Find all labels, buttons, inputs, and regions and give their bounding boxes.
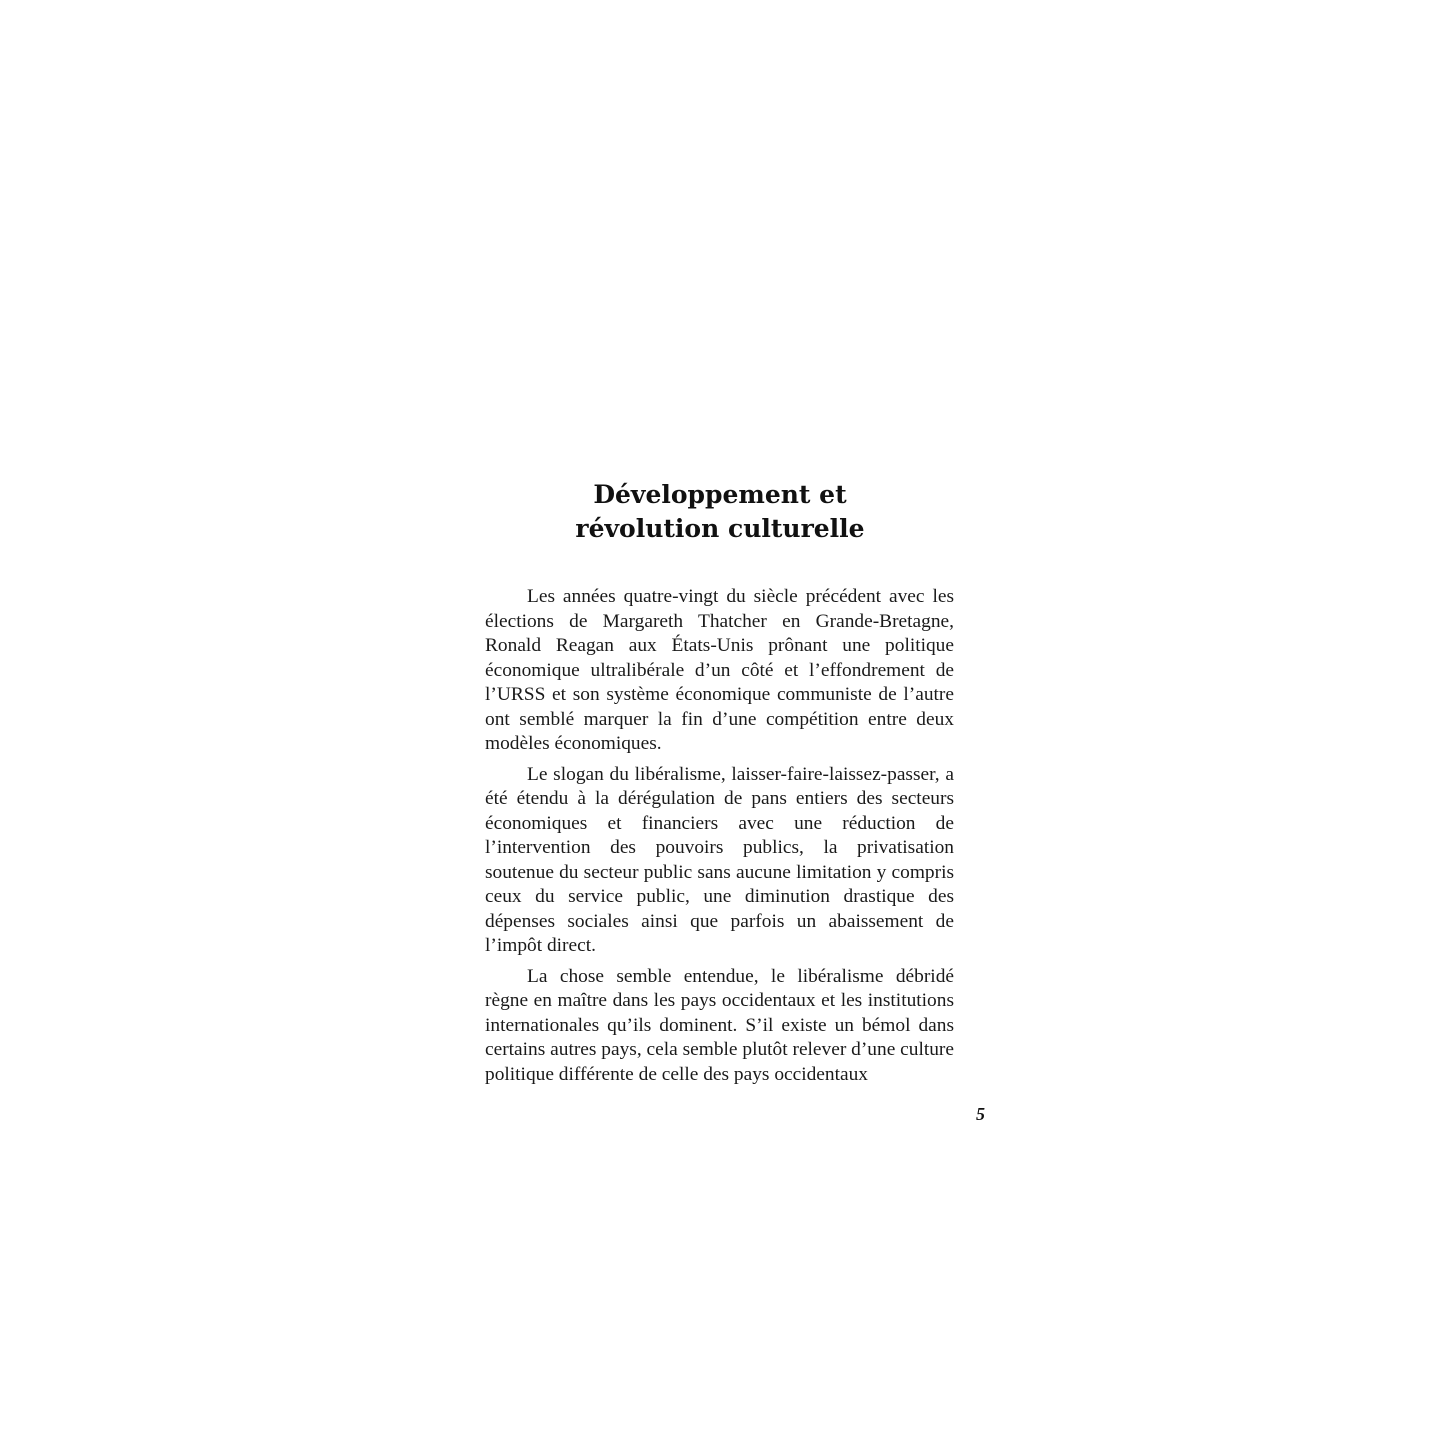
paragraph: Les années quatre-vingt du siècle précédent avec les élections de Margareth Thatcher en Grande-Bretagne, Ronald Reagan aux États-Unis prônant une politique économique ultralibérale d’un côté et l’effondrement de l’URSS et son système économique communiste de l’autre ont semblé marquer la fin d’une compétition entre deux modèles économiques. <box>485 586 954 754</box>
chapter-title-line-2: révolution culturelle <box>575 514 865 543</box>
body-text <box>485 585 954 1093</box>
paragraph: La chose semble entendue, le libéralisme débridé règne en maître dans les pays occidentaux et les institutions internationales qu’ils dominent. S’il existe un bémol dans certains autres pays, cela semble plutôt relever d’une culture politique différente de celle des pays occidentaux <box>485 965 954 1085</box>
paragraph: Le slogan du libéralisme, laisser-faire-laissez-passer, a été étendu à la dérégulation de pans entiers des secteurs économiques et financiers avec une réduction de l’intervention des pouvoirs publics, la privatisation soutenue du secteur public sans aucune limitation y compris ceux du service public, une diminution drastique des dépenses sociales ainsi que parfois un abaissement de l’impôt direct. <box>485 763 954 956</box>
chapter-title-line-1: Développement et <box>593 480 847 509</box>
chapter-title <box>480 478 960 546</box>
page-number: 5 <box>976 1104 985 1124</box>
